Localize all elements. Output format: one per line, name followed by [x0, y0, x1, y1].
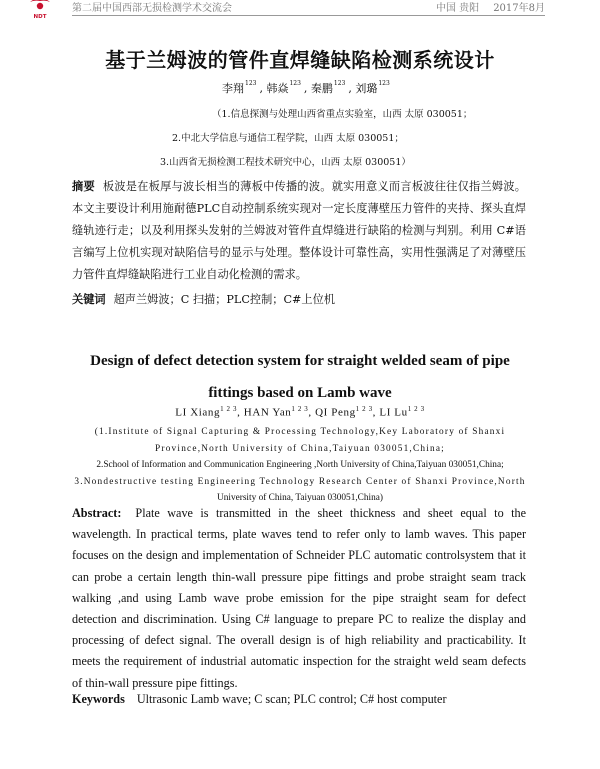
author-en: HAN Yan: [243, 406, 292, 419]
svg-text:NDT: NDT: [33, 14, 47, 20]
keywords-cn-text: 超声兰姆波；C 扫描；PLC控制；C#上位机: [113, 293, 335, 306]
author-sup: 123: [245, 80, 257, 87]
paper-title-cn: 基于兰姆波的管件直焊缝缺陷检测系统设计: [105, 48, 495, 72]
author-sup: 1 2 3: [291, 405, 309, 413]
conference-name: 第二届中国西部无损检测学术交流会: [72, 3, 232, 14]
ndt-logo-icon: [26, 0, 54, 20]
abstract-en-label: Abstract:: [72, 506, 122, 520]
author-cn: 韩焱: [266, 82, 289, 95]
affiliation-en-line: (1.Institute of Signal Capturing & Processing Technology,Key Laboratory of Shanxi: [94, 427, 506, 437]
author-sup: 1 2 3: [355, 405, 373, 413]
authors-cn: [222, 80, 393, 96]
header-rule: [72, 15, 545, 16]
conference-place-date: [422, 0, 545, 14]
affiliations-en: [60, 424, 540, 507]
author-sup: 123: [333, 80, 346, 87]
affiliation-en-line: Province,North University of China,Taiyuan 030051,China;: [155, 443, 445, 454]
running-header: [0, 0, 600, 24]
author-sep: ,: [372, 406, 380, 419]
author-en: LI Lu: [379, 406, 408, 419]
author-sep: ,: [303, 82, 308, 95]
author-cn: 李翔: [222, 82, 244, 95]
author-cn: 秦鹏: [310, 82, 333, 95]
affiliation-cn-1: （1.信息探测与处理山西省重点实验室，山西 太原 030051；: [212, 109, 473, 120]
abstract-en: [72, 503, 526, 694]
paper-title-en-line: Design of defect detection system for straight welded seam of pipe: [90, 353, 510, 369]
paper-title-en: [0, 345, 600, 409]
abstract-en-text: Plate wave is transmitted in the sheet thickness and sheet equal to the wavelength. In practical terms, plate waves tend to refer only to lamb waves. This paper focuses on the design and implementation of Schneider PLC automatic controlsystem that it can probe a certain length thin-wall pressure pipe fittings and probe straight seam track walking ,and using Lamb wave probe emission for the pipe straight seam for defect detection and discrimination. Using C# language to prepare PC to realize the display and processing of defect signal. The overall design is of high reliability and practicability. It meets the requirement of industrial automatic inspection for the straight weld seam defects of thin-wall pressure pipe fittings.: [72, 506, 526, 690]
affiliation-en-line: University of China, Taiyuan 030051,China): [217, 493, 383, 503]
affiliation-cn-3: 3.山西省无损检测工程技术研究中心，山西 太原 030051）: [160, 157, 411, 168]
author-sep: ,: [237, 406, 244, 419]
conference-date: 2017年8月: [493, 3, 545, 14]
keywords-en: [72, 692, 447, 707]
affiliation-cn-2: 2.中北大学信息与通信工程学院，山西 太原 030051；: [172, 133, 404, 144]
keywords-en-label: Keywords: [72, 692, 125, 706]
author-sep: ,: [259, 82, 263, 95]
author-sep: ,: [308, 406, 316, 419]
keywords-en-text: Ultrasonic Lamb wave; C scan; PLC control; C# host computer: [136, 692, 447, 706]
author-sup: 123: [289, 80, 301, 87]
affiliation-en-line: 2.School of Information and Communication Engineering ,North University of China,Taiyuan 030051,China;: [96, 460, 504, 470]
keywords-cn-label: 关键词: [72, 293, 106, 306]
author-en: LI Xiang: [175, 406, 221, 419]
author-cn: 刘璐: [355, 82, 378, 95]
affiliation-en-line: 3.Nondestructive testing Engineering Technology Research Center of Shanxi Province,North: [74, 476, 526, 487]
keywords-cn: [72, 291, 335, 307]
author-en: QI Peng: [315, 406, 356, 419]
authors-en: [0, 405, 600, 419]
abstract-cn-text: 板波是在板厚与波长相当的薄板中传播的波。就实用意义而言板波往往仅指兰姆波。本文主要设计利用施耐德PLC自动控制系统实现对一定长度薄壁压力管件的夹持、探头直焊缝轨迹行走；以及利用探头发射的兰姆波对管件直焊缝进行缺陷的检测与判别。利用 C#语言编写上位机实现对缺陷信号的显示与处理。整体设计可靠性高，实用性强满足了对薄壁压力管件直焊缝缺陷进行工业自动化检测的需求。: [72, 180, 526, 281]
conference-location: 中国 贵阳: [436, 3, 480, 14]
author-sup: 123: [378, 80, 390, 87]
author-sup: 1 2 3: [407, 405, 425, 413]
abstract-cn-label: 摘要: [72, 180, 95, 193]
abstract-cn: [72, 176, 526, 286]
author-sep: ,: [348, 82, 352, 95]
paper-title-en-line: fittings based on Lamb wave: [208, 385, 392, 401]
author-sup: 1 2 3: [220, 405, 238, 413]
